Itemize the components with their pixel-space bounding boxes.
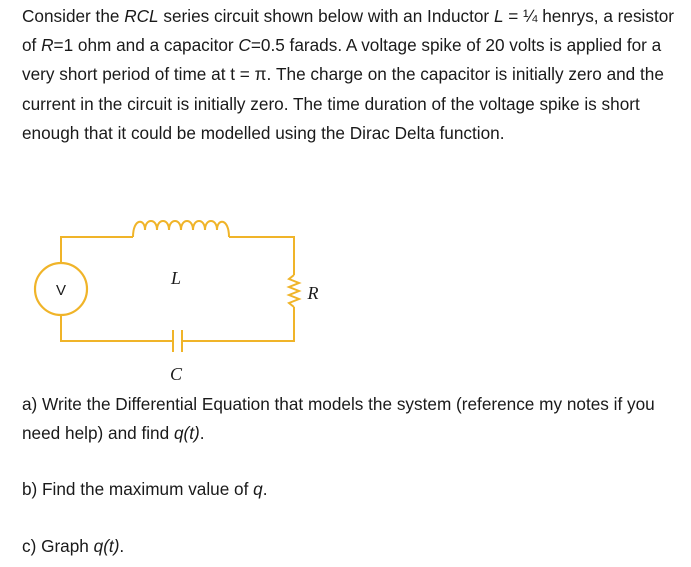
problem-text-5: =0.5 farads. A voltage spike of 20 volts is applied for a very short period of time at t = π. The charge on the capacitor is initially zero and the current in the circuit is initially zero. The time duration of the voltage spike is short enough that it could be modelled using the Dirac Delta function. (22, 35, 664, 143)
wire-bottom-left (61, 315, 173, 341)
question-c-end: . (119, 536, 125, 556)
question-b-end: . (262, 479, 268, 499)
question-a-end: . (199, 423, 205, 443)
problem-text-2: series circuit shown below with an Inductor (158, 6, 494, 26)
inductor-label: L (170, 268, 182, 288)
resistor-label: R (307, 283, 319, 303)
wire-bottom-right (182, 307, 294, 341)
question-a-var: q(t) (173, 423, 200, 443)
question-c-text: c) Graph (22, 536, 94, 556)
rcl-circuit-diagram (0, 190, 340, 390)
question-c (22, 532, 124, 561)
problem-statement (22, 2, 682, 148)
wire-top-right (229, 237, 294, 275)
wire-top-left (61, 237, 133, 263)
inductor-coil (133, 221, 229, 237)
resistor-zigzag (289, 275, 299, 307)
question-b-var: q (253, 479, 263, 499)
question-a-text: a) Write the Differential Equation that models the system (reference my notes if you need help) and find (22, 394, 655, 443)
question-a (22, 390, 682, 448)
capacitor-symbol: C (238, 35, 251, 56)
problem-text-3: = ¼ henrys, a resistor of (22, 6, 675, 56)
inductor-symbol: L (493, 6, 504, 26)
resistor-symbol: R (41, 35, 54, 56)
problem-text-1: Consider the (22, 6, 125, 26)
capacitor-label: C (169, 364, 183, 384)
problem-text-4: =1 ohm and a capacitor (53, 35, 239, 56)
question-b (22, 475, 268, 504)
question-b-text: b) Find the maximum value of (22, 479, 254, 499)
question-c-var: q(t) (93, 536, 120, 556)
rcl-italic: RCL (124, 6, 159, 26)
voltage-source-label: V (55, 282, 67, 299)
